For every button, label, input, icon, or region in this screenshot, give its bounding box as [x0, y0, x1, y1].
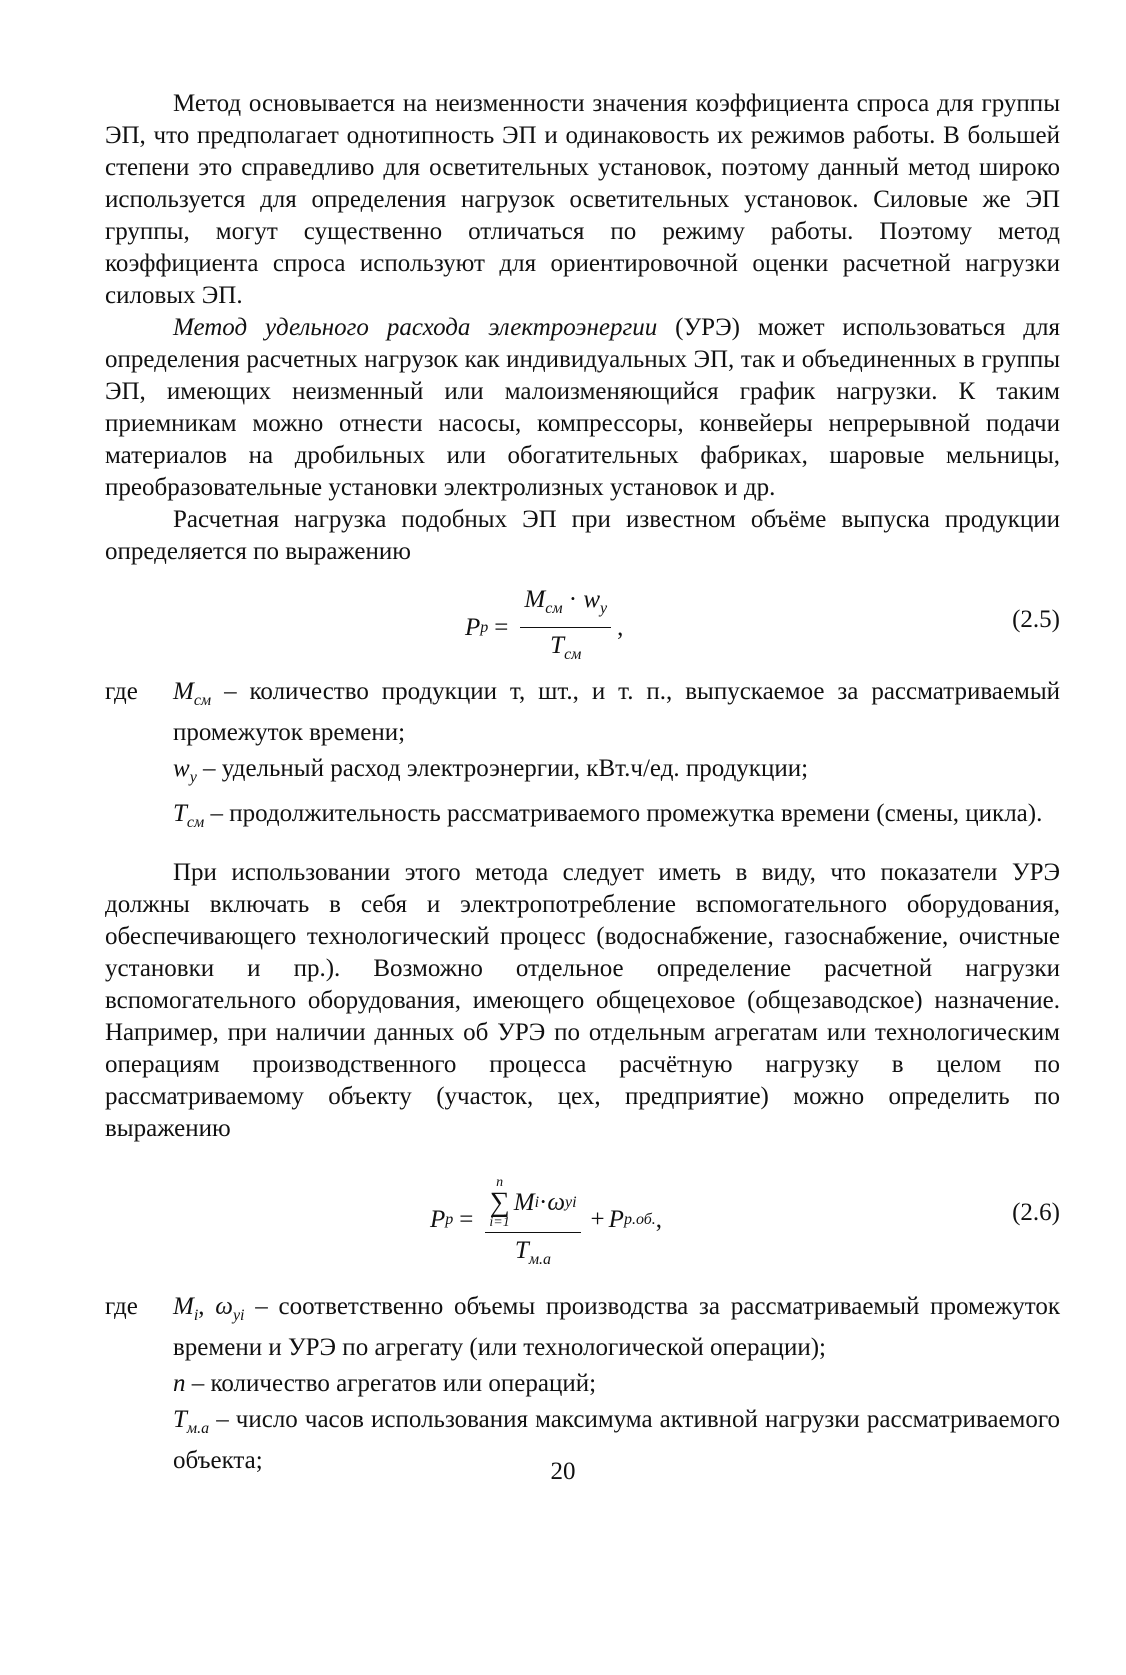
formula-2-6-fraction: n ∑ i=1 M i · ω yi $T_{м.а}$ — [485, 1163, 580, 1276]
formula-2-6-expression: P p = n ∑ i=1 M i · ω yi $T_{м.а}$ + P р.об. , — [430, 1163, 662, 1276]
page-number: 20 — [550, 1458, 576, 1485]
paragraph-3: Расчетная нагрузка подобных ЭП при известном объёме выпуска продукции определяется по выражению — [105, 506, 1060, 565]
paragraph-2-italic-term: Метод удельного расхода электроэнергии — [173, 314, 658, 341]
definition-item: $M_i$, $\omega_{yi}$ – соответственно объемы производства за рассматриваемый промежуток времени и УРЭ по агрегату (или технологической операции); — [173, 1293, 1060, 1361]
paragraph-1: Метод основывается на неизменности значения коэффициента спроса для группы ЭП, что предполагает однотипность ЭП и одинаковость их режимов работы. В большей степени это справедливо для осветительных установок, поэтому данный метод широко используется для определения нагрузок осветительных установок. Силовые же ЭП группы, могут существенно отличаться по режиму работы. Поэтому метод коэффициента спроса используют для ориентировочной оценки расчетной нагрузки силовых ЭП. — [105, 90, 1060, 309]
definition-item: n – количество агрегатов или операций; — [173, 1370, 597, 1397]
paragraph-4: При использовании этого метода следует иметь в виду, что показатели УРЭ должны включать в себя и электропотребление вспомогательного оборудования, обеспечивающего технологический процесс (водоснабжение, газоснабжение, очистные установки и пр.). Возможно отдельное определение расчетной нагрузки вспомогательного оборудования, имеющего общецеховое (общезаводское) назначение. Например, при наличии данных об УРЭ по отдельным агрегатам или технологическим операциям производственного процесса расчётную нагрузку в целом по рассматриваемому объекту (участок, цех, предприятие) можно определить по выражению — [105, 859, 1060, 1142]
definitions-1 — [105, 676, 1060, 839]
paragraph-2-text: (УРЭ) может использоваться для определения расчетных нагрузок как индивидуальных ЭП, так и объединенных в группы ЭП, имеющих неизменный или малоизменяющийся график нагрузки. К таким приемникам можно отнести насосы, компрессоры, конвейеры непрерывной подачи материалов на дробильных или обогатительных фабриках, шаровые мельницы, преобразовательные установки электролизных установок и др. — [105, 314, 1061, 501]
definition-item: $T_{м.а}$ – число часов использования максимума активной нагрузки рассматриваемого объекта; — [173, 1406, 1060, 1474]
paragraph-2 — [105, 312, 1060, 504]
page-content — [105, 88, 1060, 1477]
definitions-2 — [105, 1291, 1060, 1477]
summation-sign: n ∑ i=1 — [489, 1175, 510, 1230]
formula-2-5-fraction: $\frac{M_{см} \cdot w_y}{T_{см}}$ — [520, 584, 611, 671]
equation-number-2-6: (2.6) — [1012, 1199, 1060, 1226]
where-label: где — [105, 678, 138, 705]
definition-item: $w_y$ – удельный расход электроэнергии, кВт.ч/ед. продукции; — [173, 755, 809, 786]
formula-2-5-expression: P p = $\frac{M_{см} \cdot w_y}{T_{см}}$ , — [465, 584, 623, 671]
formula-2-6 — [105, 1155, 1060, 1285]
definition-item: $T_{см}$ – продолжительность рассматриваемого промежутка времени (смены, цикла). — [173, 800, 1043, 831]
formula-2-5 — [105, 578, 1060, 670]
definition-item: $M_{см}$ – количество продукции т, шт., и т. п., выпускаемое за рассматриваемый промежуток времени; — [173, 678, 1060, 746]
where-label: где — [105, 1293, 138, 1320]
equation-number-2-5: (2.5) — [1012, 606, 1060, 633]
